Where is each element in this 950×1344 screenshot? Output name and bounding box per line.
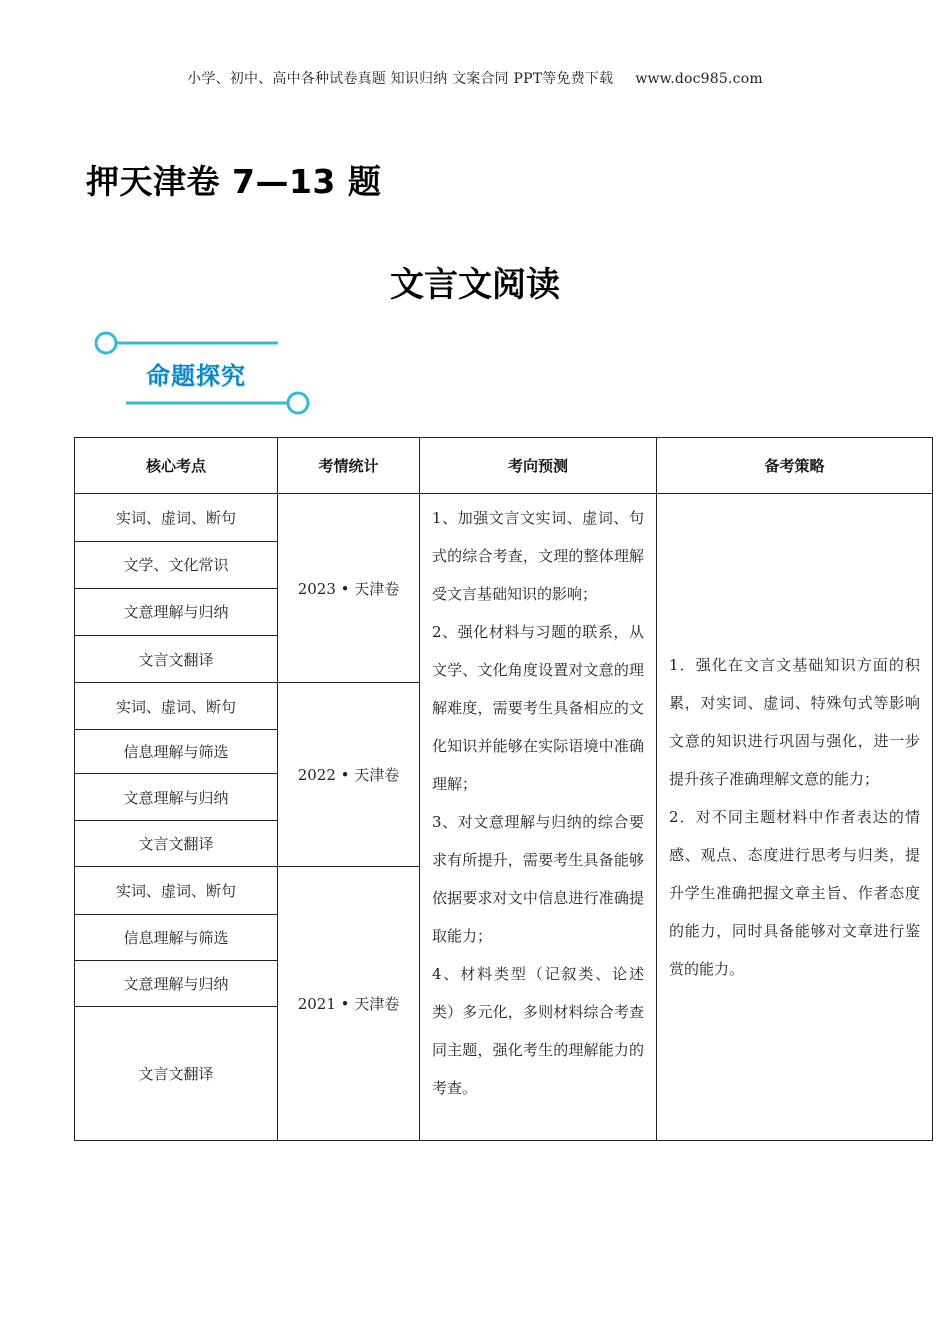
strategy-item: 2．对不同主题材料中作者表达的情感、观点、态度进行思考与归类，提升学生准确把握文章主旨、作者态度的能力，同时具备能够对文章进行鉴赏的能力。 <box>669 808 920 979</box>
core-point-cell: 文言文翻译 <box>75 636 278 683</box>
core-point-cell: 信息理解与筛选 <box>75 729 278 773</box>
strategy-item: 1．强化在文言文基础知识方面的积累，对实词、虚词、特殊句式等影响文意的知识进行巩固与强化，进一步提升孩子准确理解文意的能力； <box>669 656 920 789</box>
section-title: 文言文阅读 <box>390 265 560 305</box>
forecast-cell <box>420 494 657 1141</box>
header-url[interactable]: www.doc985.com <box>635 71 763 87</box>
core-point-cell: 文意理解与归纳 <box>75 773 278 820</box>
exam-analysis-table <box>74 437 933 1141</box>
core-point-cell: 文意理解与归纳 <box>75 960 278 1006</box>
strategy-cell <box>657 494 933 1141</box>
page-header <box>0 68 950 88</box>
core-point-cell: 文意理解与归纳 <box>75 588 278 635</box>
core-point-cell: 文学、文化常识 <box>75 541 278 588</box>
core-point-cell: 文言文翻译 <box>75 821 278 867</box>
header-core-points: 核心考点 <box>75 438 278 494</box>
header-forecast: 考向预测 <box>420 438 657 494</box>
forecast-item: 1、加强文言文实词、虚词、句式的综合考查，文理的整体理解受文言基础知识的影响； <box>432 509 644 604</box>
page-title: 押天津卷 7—13 题 <box>86 162 382 201</box>
exam-stat-cell: 2021 • 天津卷 <box>278 867 420 1141</box>
exam-stat-cell: 2023 • 天津卷 <box>278 494 420 683</box>
core-point-cell: 文言文翻译 <box>75 1007 278 1141</box>
header-text: 小学、初中、高中各种试卷真题 知识归纳 文案合同 PPT等免费下载 <box>187 71 614 87</box>
header-exam-stats: 考情统计 <box>278 438 420 494</box>
forecast-item: 4、材料类型（记叙类、论述类）多元化，多则材料综合考查同主题，强化考生的理解能力的考查。 <box>432 965 644 1098</box>
table-header-row <box>75 438 933 494</box>
forecast-item: 2、强化材料与习题的联系，从文学、文化角度设置对文意的理解难度，需要考生具备相应的文化知识并能够在实际语境中准确理解； <box>432 623 644 794</box>
section-banner <box>90 328 318 420</box>
banner-label: 命题探究 <box>146 362 246 390</box>
core-point-cell: 实词、虚词、断句 <box>75 494 278 541</box>
exam-stat-cell: 2022 • 天津卷 <box>278 683 420 867</box>
table-row <box>75 494 933 541</box>
core-point-cell: 实词、虚词、断句 <box>75 683 278 729</box>
forecast-item: 3、对文意理解与归纳的综合要求有所提升，需要考生具备能够依据要求对文中信息进行准确提取能力； <box>432 813 644 946</box>
header-strategy: 备考策略 <box>657 438 933 494</box>
core-point-cell: 信息理解与筛选 <box>75 914 278 960</box>
core-point-cell: 实词、虚词、断句 <box>75 867 278 914</box>
